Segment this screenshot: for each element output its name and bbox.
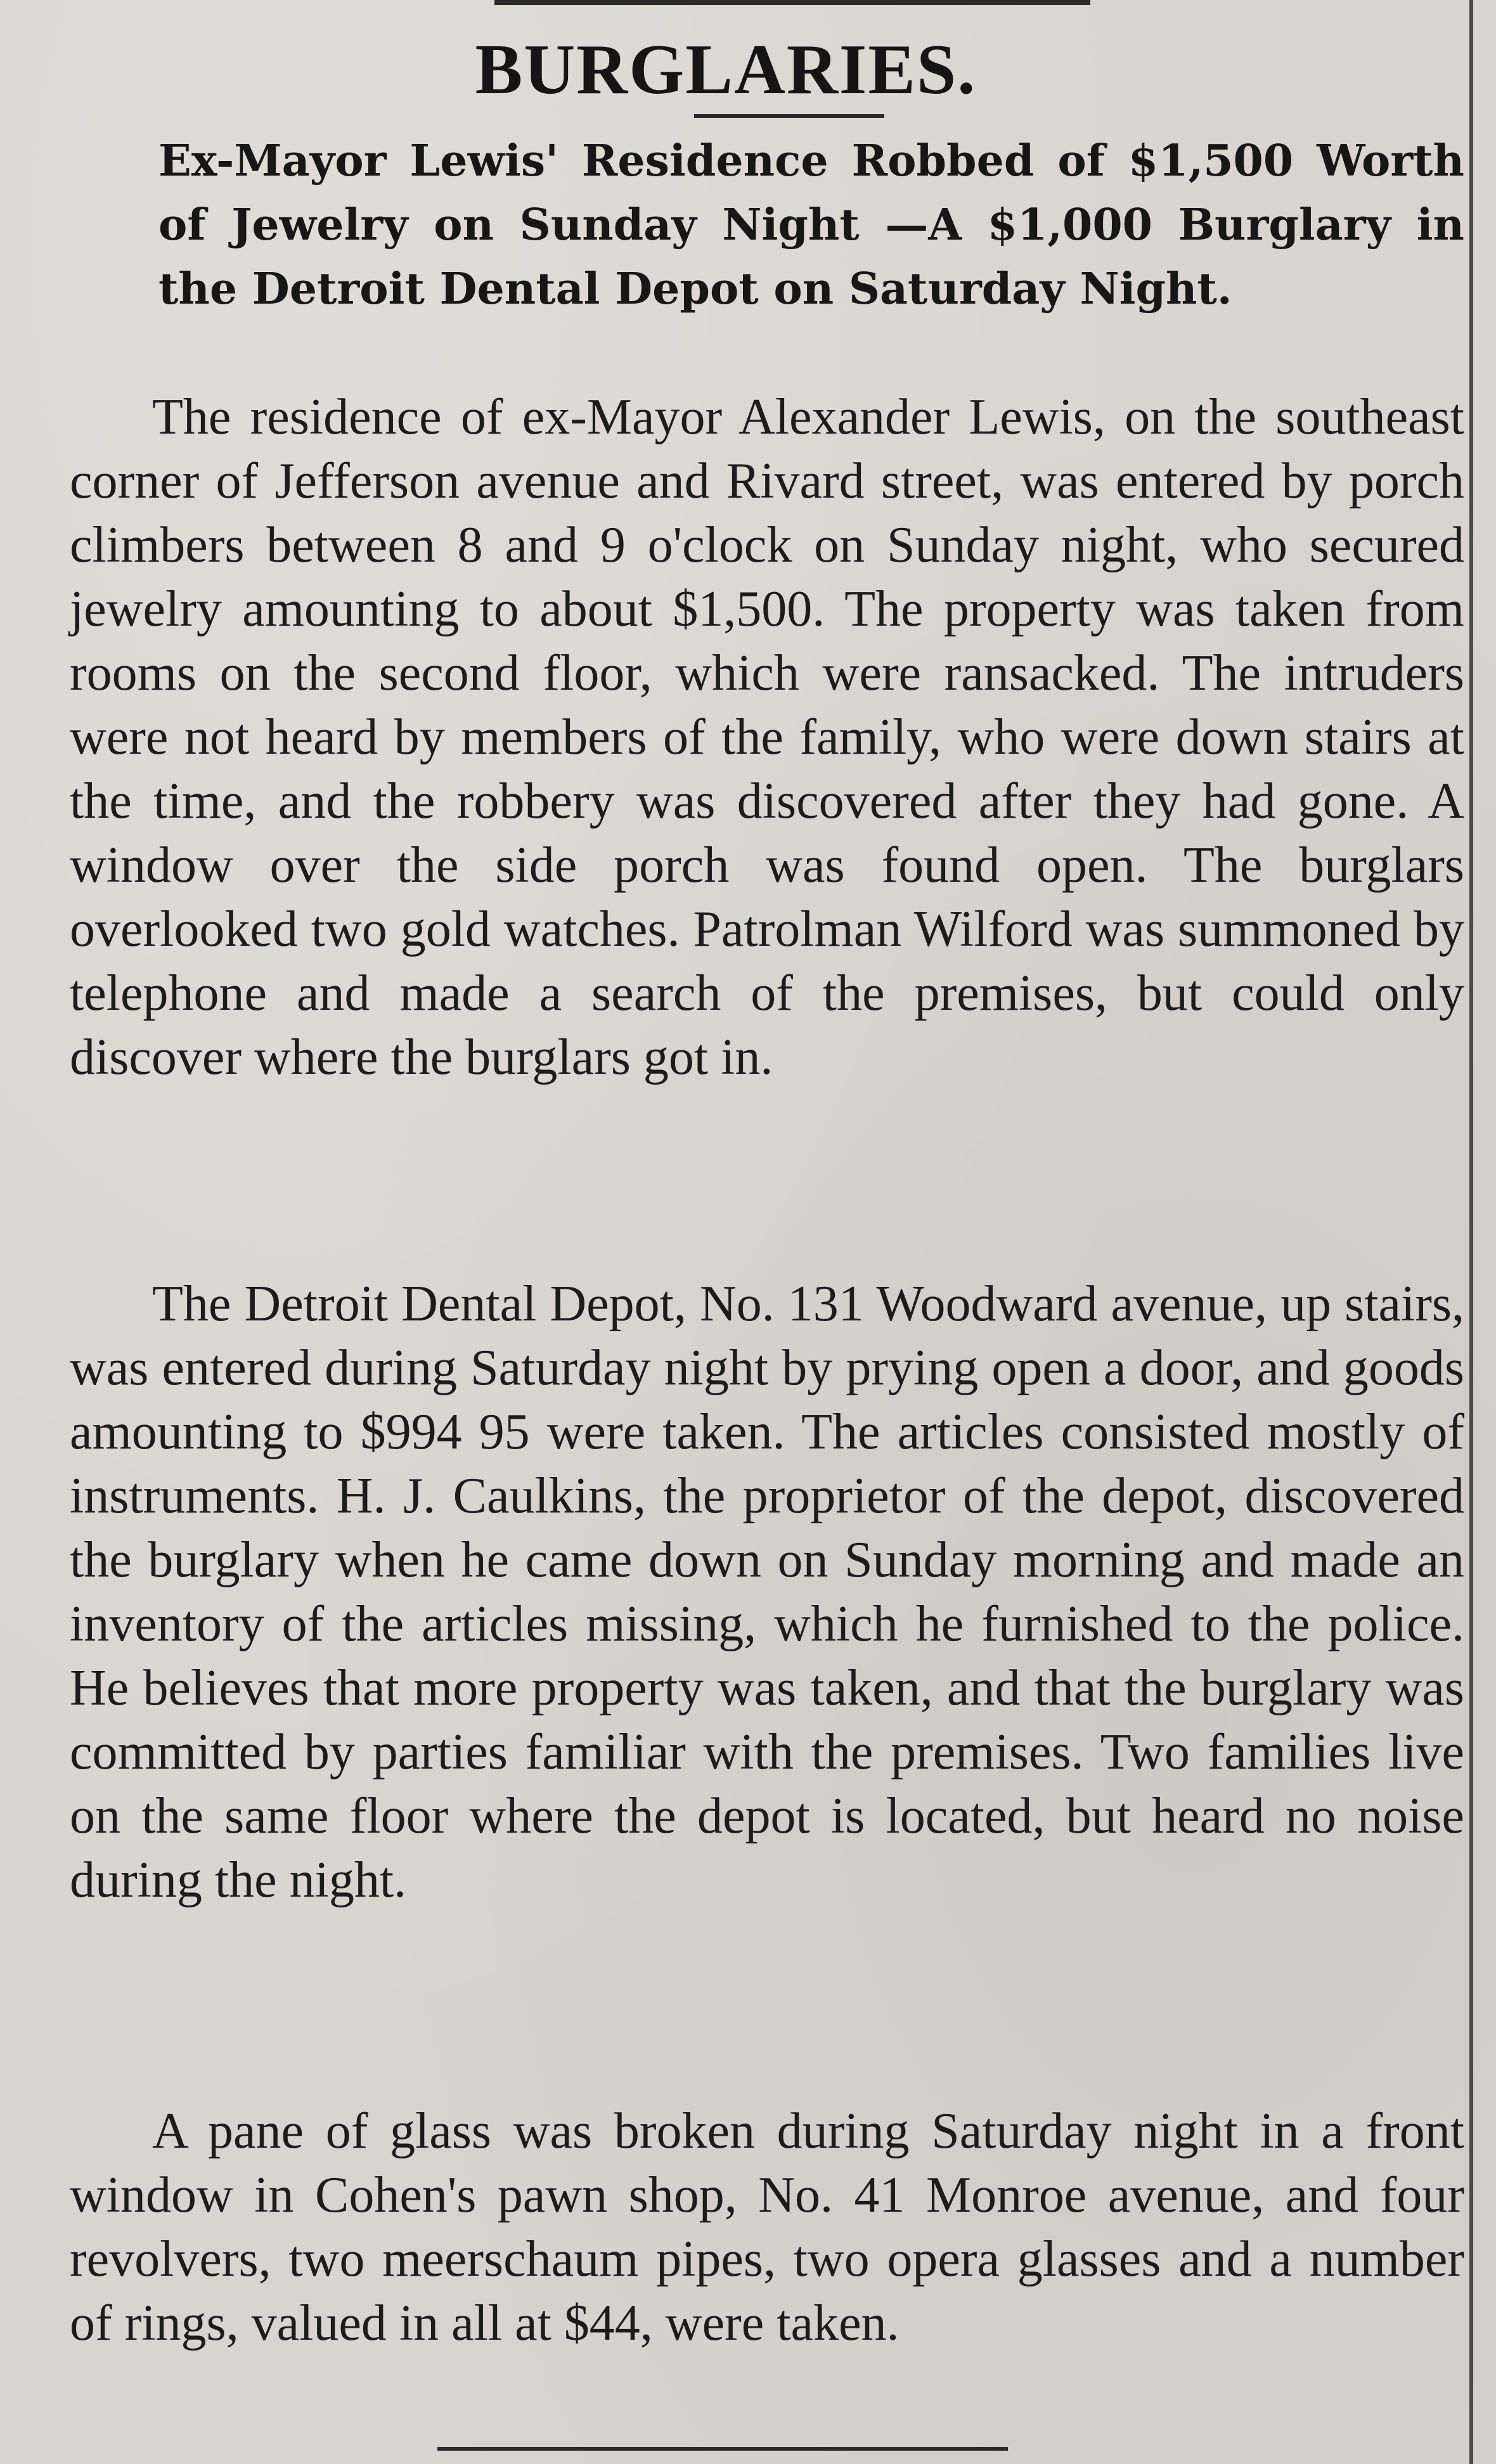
headline: BURGLARIES.	[475, 30, 977, 109]
headline-rule	[694, 114, 884, 118]
column-divider-line	[1469, 0, 1473, 2464]
paragraph-text: The Detroit Dental Depot, No. 131 Woodward avenue, up stairs, was entered during Saturday night by prying open a door, and goods amounting to $994 95 were taken. The articles consisted mostly of instruments. H. J. Caulkins, the proprietor of the depot, discovered the burglary when he came down on Sunday morning and made an inventory of the articles missing, which he furnished to the police. He believes that more property was taken, and that the burglary was committed by parties familiar with the premises. Two families live on the same floor where the depot is located, but heard no noise during the night.	[70, 1276, 1464, 1908]
article-paragraph	[70, 2100, 1464, 2356]
subheadline-deck: Ex-Mayor Lewis' Residence Robbed of $1,500 Worth of Jewelry on Sunday Night —A $1,000 Burglary in the Detroit Dental Depot on Saturday Night.	[158, 136, 1464, 314]
paragraph-text: A pane of glass was broken during Saturday night in a front window in Cohen's pawn shop, No. 41 Monroe avenue, and four revolvers, two meerschaum pipes, two opera glasses and a number of rings, valued in all at $44, were taken.	[70, 2103, 1464, 2351]
article-paragraph	[70, 1272, 1464, 1913]
top-column-rule	[494, 0, 1090, 5]
paragraph-text: The residence of ex-Mayor Alexander Lewis, on the southeast corner of Jefferson avenue and Rivard street, was entered by porch climbers between 8 and 9 o'clock on Sunday night, who secured jewelry amounting to about $1,500. The property was taken from rooms on the second floor, which were ransacked. The intruders were not heard by members of the family, who were down stairs at the time, and the robbery was discovered after they had gone. A window over the side porch was found open. The burglars overlooked two gold watches. Patrolman Wilford was summoned by telephone and made a search of the premises, but could only discover where the burglars got in.	[70, 389, 1464, 1085]
bottom-column-rule	[437, 2447, 1008, 2451]
article-paragraph	[70, 385, 1464, 1090]
